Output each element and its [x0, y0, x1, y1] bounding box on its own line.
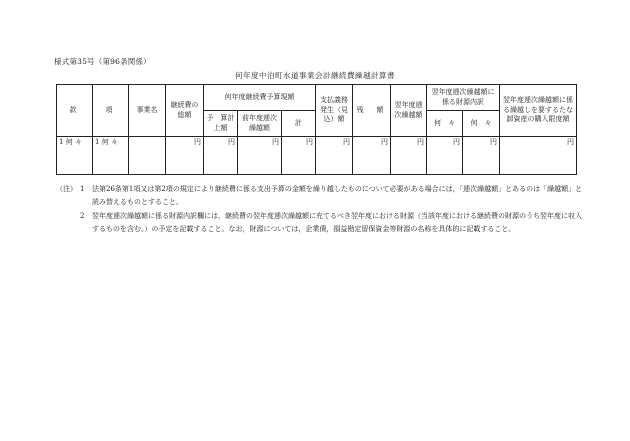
header-jigyomei: 事業名 — [129, 85, 166, 137]
header-zaigen-1: 何 々 — [427, 111, 463, 137]
header-shiharai-gimu: 支払義務発生（見込）額 — [316, 85, 353, 137]
notes-section — [56, 183, 586, 237]
header-zaigen-2: 何 々 — [463, 111, 500, 137]
cell-kou: 1 何 々 — [93, 137, 129, 175]
cell-zaigen-1-yen: 円 — [427, 137, 463, 175]
header-yosan-keijogaku: 予 算計上額 — [204, 111, 238, 137]
header-yosan-group: 何年度継続費予算現額 — [204, 85, 316, 111]
form-number: 様式第35号（第96条関係） — [54, 57, 151, 66]
carryover-table — [56, 84, 577, 175]
header-kan: 款 — [57, 85, 93, 137]
cell-kounyu-gendo-yen: 円 — [500, 137, 577, 175]
note-number-2: 2 — [80, 211, 85, 220]
header-zangaku: 残 額 — [353, 85, 391, 137]
cell-zennendo-kurikoshi-yen: 円 — [238, 137, 282, 175]
cell-kei-yen: 円 — [282, 137, 316, 175]
cell-zangaku-yen: 円 — [353, 137, 391, 175]
note-item-2 — [56, 210, 586, 237]
notes-label: （注） — [56, 185, 77, 193]
header-yokunendo-kurikoshi: 翌年度逓次繰越額 — [391, 85, 427, 137]
document-title: 何年度中泊町水道事業会計継続費繰越計算書 — [235, 71, 395, 80]
cell-shiharai-gimu-yen: 円 — [316, 137, 353, 175]
cell-kan: 1 何 々 — [57, 137, 93, 175]
header-zaigen-group: 翌年度逓次繰越額に係る財源内訳 — [427, 85, 500, 111]
header-zennendo-kurikoshi: 前年度逓次繰越額 — [238, 111, 282, 137]
cell-yosan-keijogaku-yen: 円 — [204, 137, 238, 175]
cell-jigyomei — [129, 137, 166, 175]
cell-zaigen-2-yen: 円 — [463, 137, 500, 175]
note-text-1: 法第26条第1項又は第2項の規定により継続費に係る支出予算の金額を繰り越したものについて必要がある場合には，「逓次繰越額」とあるのは「繰越額」と読み替えるものとすること。 — [92, 185, 583, 207]
header-sougaku: 継続費の総額 — [166, 85, 204, 137]
header-kei: 計 — [282, 111, 316, 137]
cell-sougaku-yen: 円 — [166, 137, 204, 175]
note-text-2: 翌年度逓次繰越額に係る財源内訳欄には，継続費の翌年度逓次繰越額に充てるべき翌年度における財源（当該年度における継続費の財源のうち翌年度に収入するものを含む。）の予定を記載すること。なお，財源については，企業債，損益勘定留保資金等財源の名称を具体的に記載すること。 — [92, 211, 582, 234]
note-item-1 — [56, 183, 586, 210]
table-row — [57, 137, 577, 175]
header-kounyu-gendo: 翌年度逓次繰越額に係る繰越しを要するたな卸資産の購入限度額 — [500, 85, 577, 137]
cell-yokunendo-kurikoshi-yen: 円 — [391, 137, 427, 175]
note-number-1: 1 — [80, 185, 85, 193]
header-kou: 項 — [93, 85, 129, 137]
